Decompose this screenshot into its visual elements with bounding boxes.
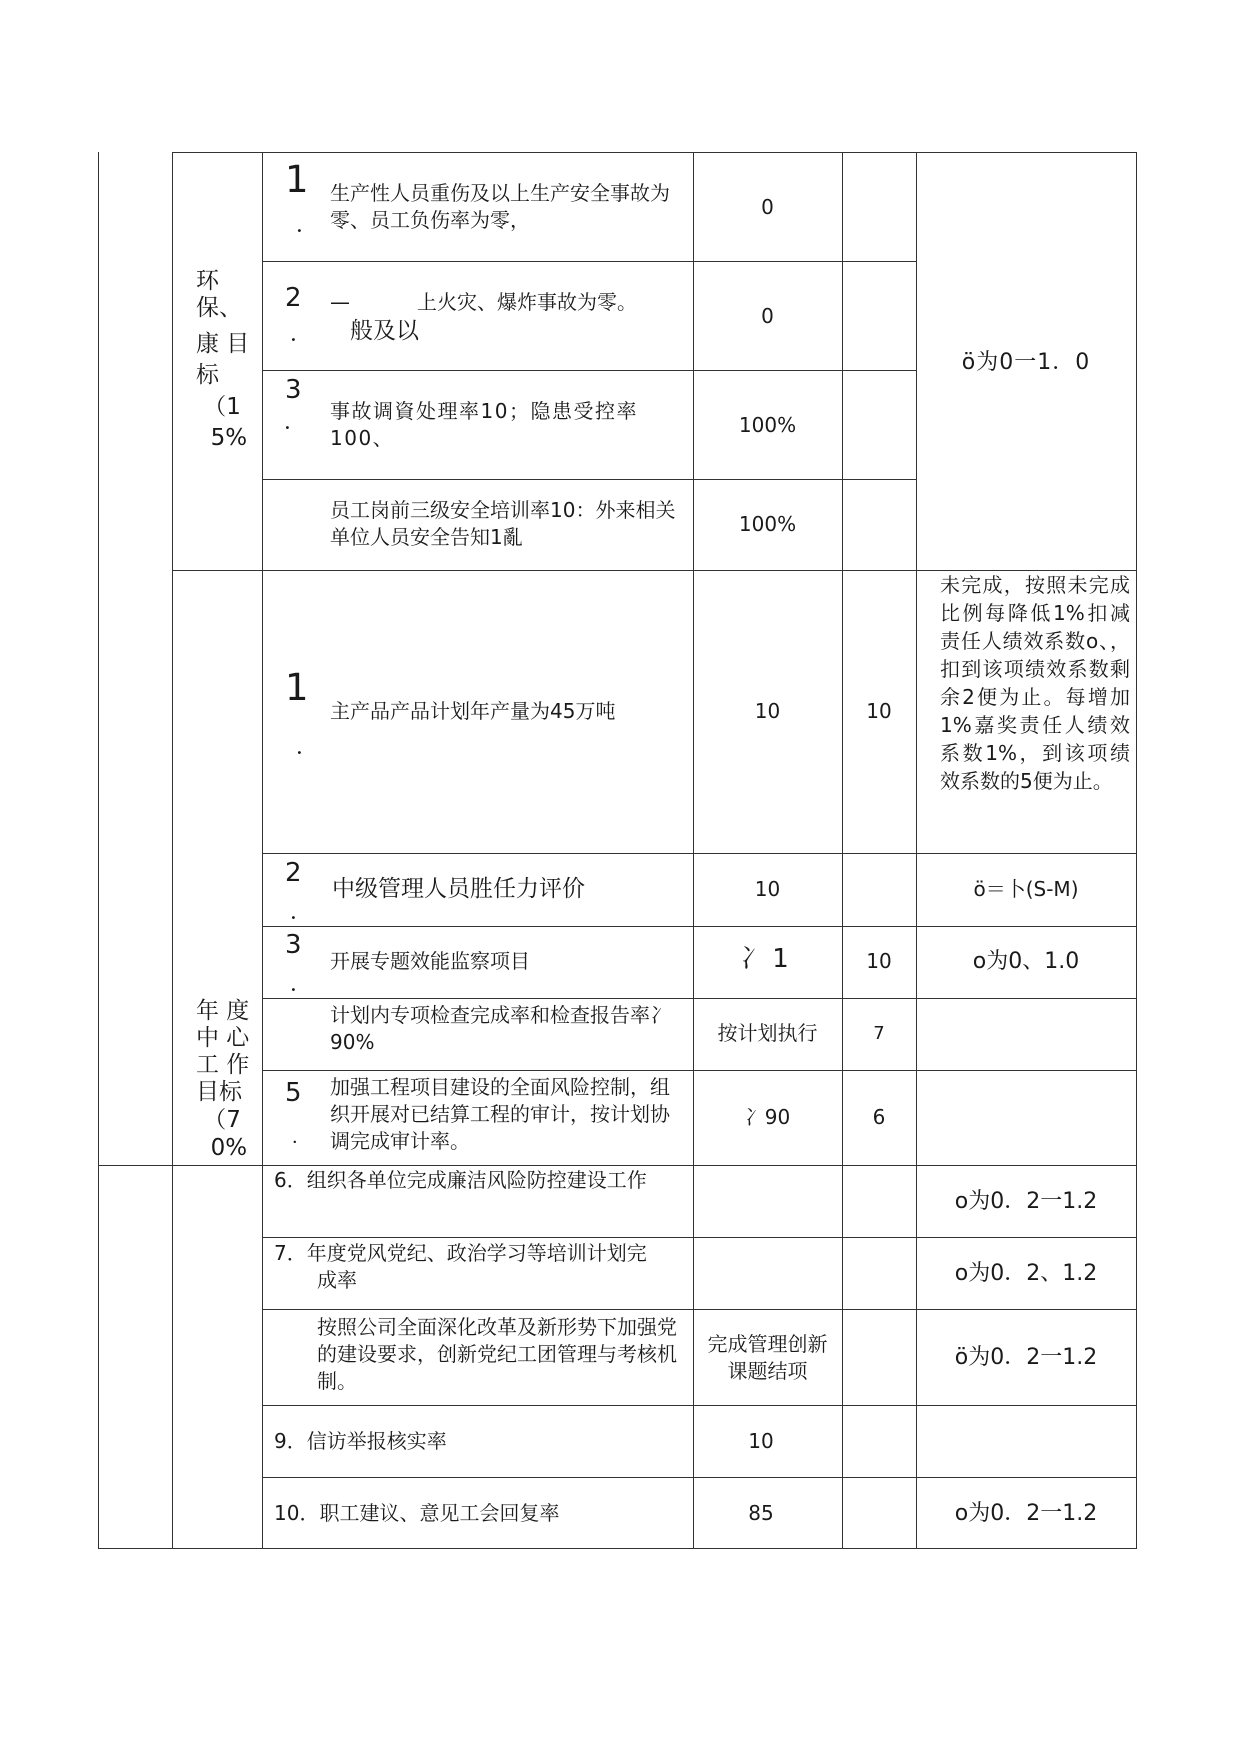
- grid-line: [693, 152, 694, 1549]
- item-number-dot: ．: [296, 735, 319, 760]
- item-description: 6．组织各单位完成廉洁风险防控建设工作: [274, 1168, 647, 1192]
- scoring-rule: o为0、1.0: [972, 949, 1080, 974]
- item-description: 开展专题效能监察项目: [330, 949, 530, 973]
- item-number-dot: ．: [292, 1127, 310, 1148]
- item-dash: —: [330, 290, 350, 314]
- item-target: 10: [748, 1429, 774, 1453]
- item-weight: 10: [866, 699, 892, 723]
- grid-line: [262, 1070, 1136, 1071]
- item-number: 1: [285, 158, 309, 201]
- item-weight: 10: [866, 949, 892, 973]
- item-number-dot: ．: [296, 213, 319, 238]
- item-weight: 7: [873, 1023, 885, 1044]
- scoring-rule: ö为0．2一1.2: [954, 1345, 1098, 1370]
- grid-line: [262, 1309, 1136, 1310]
- item-description: 主产品产品计划年产量为45万吨: [330, 699, 616, 723]
- grid-line: [1136, 152, 1137, 1549]
- grid-line: [262, 479, 916, 480]
- scoring-rule: o为0．2一1.2: [954, 1501, 1098, 1526]
- item-description-continued: 般及以: [350, 318, 419, 344]
- item-description: 员工岗前三级安全培训率10：外来相关单位人员安全告知1亂: [330, 498, 676, 549]
- item-description: 上火灾、爆炸事故为零。: [417, 290, 637, 314]
- category-line: （1: [196, 394, 241, 420]
- grid-line: [172, 152, 173, 1549]
- grid-line: [172, 152, 1136, 153]
- category-line: 中 心: [196, 1025, 250, 1051]
- category-line: （7: [196, 1107, 241, 1133]
- item-description: 生产性人员重伤及以上生产安全事故为零、员工负伤率为零，: [330, 181, 670, 232]
- category-line: 目标: [196, 1079, 242, 1105]
- item-number: 2: [285, 858, 302, 888]
- item-description: 9．信访举报核实率: [274, 1429, 447, 1453]
- category-line: 标: [196, 362, 219, 388]
- item-target: 0: [761, 304, 774, 328]
- grid-line: [262, 1477, 1136, 1478]
- item-target: 完成管理创新课题结项: [707, 1332, 828, 1383]
- item-number-dot: ．: [290, 900, 313, 925]
- item-target: 85: [748, 1501, 774, 1525]
- grid-line: [98, 1548, 1136, 1549]
- category-line: 环: [196, 268, 219, 294]
- item-target: 10: [754, 877, 781, 901]
- item-target: 100%: [738, 512, 797, 536]
- item-number: 3: [285, 930, 302, 960]
- scoring-rule: o为0．2、1.2: [954, 1261, 1098, 1286]
- grid-line: [262, 152, 263, 1549]
- scoring-rule: ö＝卜(S-M): [973, 877, 1079, 901]
- category-line: 保、: [196, 295, 242, 321]
- category-line: 工 作: [196, 1052, 250, 1078]
- grid-line: [262, 998, 1136, 999]
- item-description: 加强工程项目建设的全面风险控制，组织开展对已结算工程的审计，按计划协调完成审计率。: [330, 1075, 670, 1153]
- scoring-rule: 未完成，按照未完成比例每降低1%扣减责任人绩效系数o、，扣到该项绩效系数剩余2便为止。每增加1%嘉奖责任人绩效系数1%，到该项绩效系数的5便为止。: [940, 573, 1130, 793]
- item-description: 7．年度党风党纪、政治学习等培训计划完: [274, 1241, 647, 1265]
- item-description: 事故调資处理率10；隐患受控率100、: [330, 399, 638, 450]
- item-number-dot: ．: [284, 410, 307, 435]
- category-line: 康 目: [196, 331, 250, 357]
- item-number-dot: ．: [290, 322, 313, 347]
- category-line: 年 度: [196, 998, 250, 1024]
- item-target: 0: [761, 195, 774, 219]
- item-number: 1: [285, 666, 309, 709]
- item-target: 按计划执行: [717, 1021, 818, 1045]
- item-number: 2: [285, 283, 302, 313]
- scoring-rule: ö为0一1．0: [961, 350, 1091, 375]
- grid-line: [262, 853, 1136, 854]
- grid-line: [262, 370, 916, 371]
- grid-line: [262, 926, 1136, 927]
- item-description: 按照公司全面深化改革及新形势下加强党的建设要求，创新党纪工团管理与考核机制。: [317, 1315, 677, 1393]
- item-target: 冫90: [744, 1105, 791, 1129]
- item-number: 5: [285, 1078, 302, 1108]
- grid-line: [262, 1237, 1136, 1238]
- grid-line: [98, 152, 99, 1549]
- item-description: 中级管理人员胜任力评价: [332, 876, 585, 902]
- category-line: 0%: [196, 1135, 248, 1161]
- item-description-continued: 成率: [317, 1268, 357, 1292]
- item-target: 冫1: [740, 944, 795, 974]
- item-number-dot: ．: [290, 972, 313, 997]
- item-weight: 6: [872, 1105, 886, 1129]
- category-line: 5%: [196, 425, 248, 451]
- item-number: 3: [285, 375, 302, 405]
- grid-line: [98, 1165, 1136, 1166]
- item-description: 10．职工建议、意见工会回复率: [274, 1501, 560, 1525]
- item-description: 计划内专项检查完成率和检查报告率冫90%: [330, 1003, 670, 1054]
- item-target: 100%: [738, 413, 797, 437]
- scoring-rule: o为0．2一1.2: [954, 1189, 1098, 1214]
- grid-line: [842, 152, 843, 1549]
- item-target: 10: [754, 699, 781, 723]
- grid-line: [262, 261, 916, 262]
- grid-line: [262, 1405, 1136, 1406]
